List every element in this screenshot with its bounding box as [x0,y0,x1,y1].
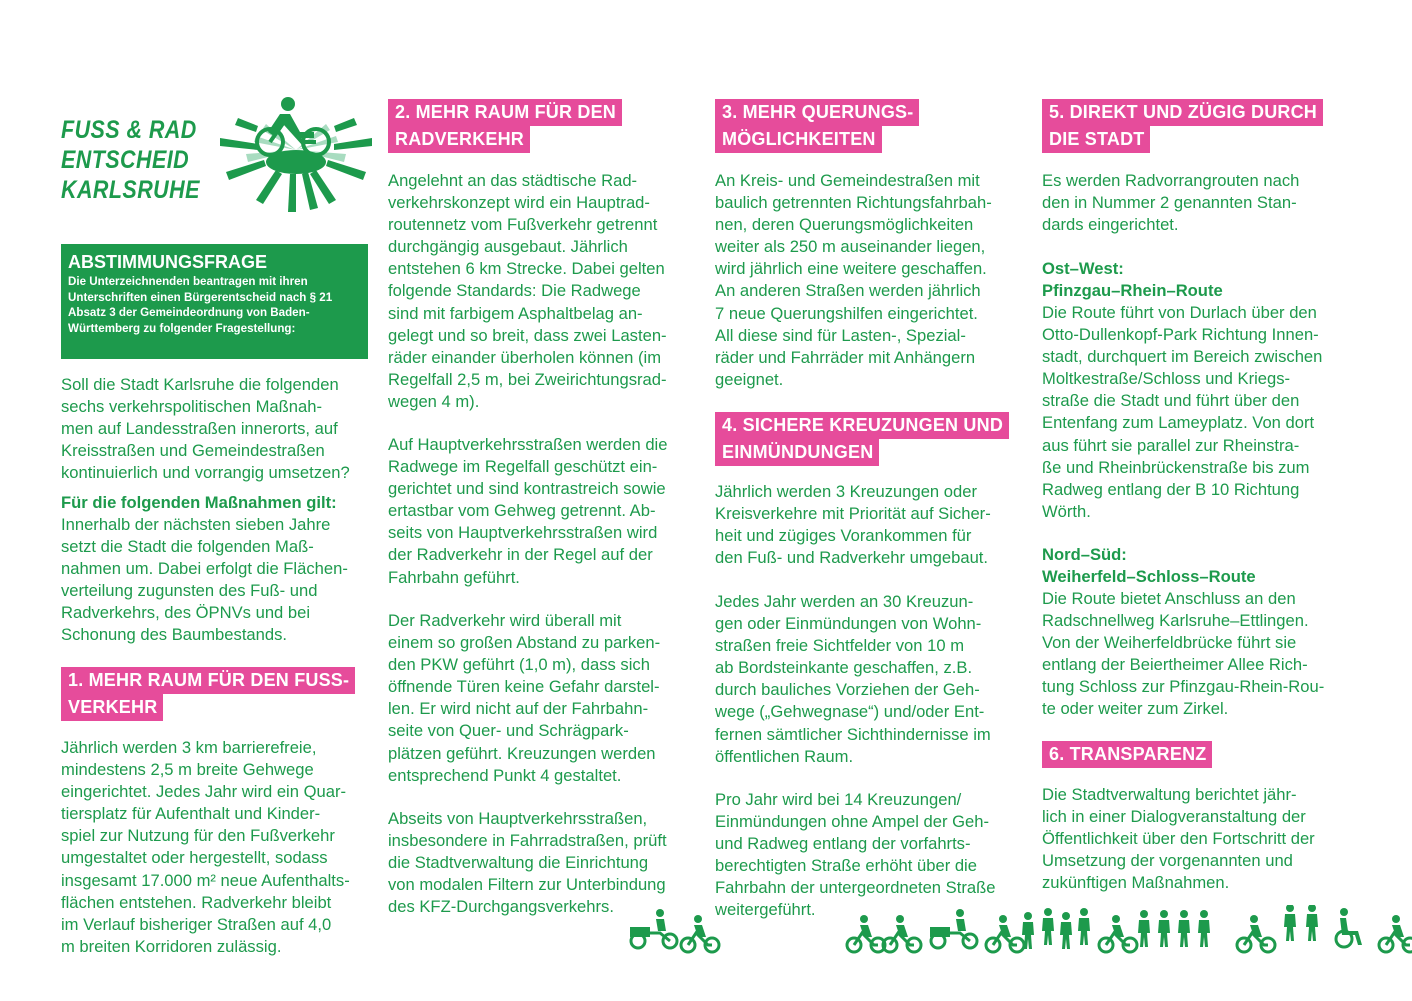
section-heading-line: RADVERKEHR [388,126,530,153]
voting-question-box [61,244,368,359]
voting-question-title: ABSTIMMUNGSFRAGE [68,252,267,272]
section-heading-line: 6. TRANSPARENZ [1042,741,1212,768]
route-text: Die Route führt von Durlach über den Otto-Dullenkopf-Park Richtung Innen- stadt, durchquert im Bereich zwischen Moltkestraße/Schloss und Kriegs- straße die Stadt und führt über den Entenfang zum Lameyplatz. Von dort aus führt sie parallel zur Rheinstra- ße und Rheinbrückenstraße bis zum Radweg entlang der B 10 Richtung Wörth. [1042,303,1323,521]
pedestrian-icon [1158,910,1170,947]
cyclist-icon [681,915,719,952]
section-2-paragraph: Der Radverkehr wird überall mit einem so großen Abstand zu parken- den PKW geführt (1,0 m), dass sich öffnende Türen keine Gefahr darstel- len. Er wird nicht auf der Fahrbahn- seite von Quer- und Schrägpark- plätzen geführt. Kreuzungen werden entsprechend Punkt 4 gestaltet. [388,611,661,785]
cargo-bike-icon [630,909,677,948]
section-2-paragraph: Abseits von Hauptverkehrsstraßen, insbesondere in Fahrradstraßen, prüft die Stadtverwaltung die Einrichtung von modalen Filtern zur Unterbindung des KFZ-Durchgangsverkehrs. [388,809,667,917]
measures-intro-text: Innerhalb der nächsten sieben Jahre setzt die Stadt die folgenden Maß- nahmen um. Dabei erfolgt die Flächen- verteilung zugunsten des Fuß- und Radverkehrs, des ÖPNVs und bei Schonung des Baumbestands. [61,515,348,645]
section-6-heading [1042,741,1212,768]
route-text: Die Route bietet Anschluss an den Radschnellweg Karlsruhe–Ettlingen. Von der Weiherfeldbrücke führt sie entlang der Beiertheimer Allee Rich- tung Schloss zur Pfinzgau-Rhein-Rou- te oder weiter zum Zirkel. [1042,589,1325,719]
section-1-heading [61,667,355,721]
section-4-paragraph: Jährlich werden 3 Kreuzungen oder Kreisverkehre mit Priorität auf Sicher- heit und zügiges Vorankommen für den Fuß- und Radverkehr umgebaut. [715,482,991,568]
measures-intro-heading: Für die folgenden Maßnahmen gilt: [61,493,337,512]
section-3-heading [715,99,919,153]
pedestrian-icon [1284,905,1296,941]
route-heading: Ost–West: [1042,259,1124,278]
section-2-paragraph: Angelehnt an das städtische Rad- verkehrskonzept wird ein Hauptrad- routennetz vom Fußverkehr getrennt durchgängig ausgebaut. Jährlich entstehen 6 km Strecke. Dabei gelten folgende Standards: Die Radwege sind mit farbigem Asphaltbelag an- gelegt und so breit, dass zwei Lasten- räder einander überholen können (im Regelfall 2,5 m, bei Zweirichtungsrad- wegen 4 m). [388,171,667,411]
section-2-paragraph: Auf Hauptverkehrsstraßen werden die Radwege im Regelfall geschützt ein- gerichtet und sind kontrastreich sowie ertastbar vom Gehweg getrennt. Ab- seits von Hauptverkehrsstraßen wird der Radverkehr in der Regel auf der Fahrbahn geführt. [388,435,668,587]
section-4-paragraph: Pro Jahr wird bei 14 Kreuzungen/ Einmündungen ohne Ampel der Geh- und Radweg entlang der vorfahrts- berechtigten Straße erhöht über die Fahrbahn der untergeordneten Straße weitergeführt. [715,790,996,920]
section-heading-line: 2. MEHR RAUM FÜR DEN [388,99,622,126]
route-heading: Weiherfeld–Schloss–Route [1042,567,1256,586]
section-heading-line: 4. SICHERE KREUZUNGEN UND [715,412,1009,439]
section-heading-line: 5. DIREKT UND ZÜGIG DURCH [1042,99,1323,126]
pedestrian-icon [1306,905,1318,941]
pedestrian-icon [1138,910,1150,947]
pedestrian-icon [1060,912,1072,949]
section-heading-line: 1. MEHR RAUM FÜR DEN FUSS- [61,667,355,694]
logo-wordmark [61,115,200,205]
child-cyclist-icon [1379,915,1412,952]
section-5-text: Es werden Radvorrangrouten nach den in Nummer 2 genannten Stan- dards eingerichtet. [1042,171,1300,235]
logo-line: ENTSCHEID [61,146,190,174]
cargo-bike-icon [930,909,977,948]
section-2-heading [388,99,622,153]
route-heading: Pfinzgau–Rhein–Route [1042,281,1223,300]
cyclist-icon [883,915,921,952]
section-1-text: Jährlich werden 3 km barrierefreie, mindestens 2,5 m breite Gehwege eingerichtet. Jedes Jahr wird ein Quar- tiersplatz für Aufenthalt und Kinder- spiel zur Nutzung für den Fußverkehr umgestaltet oder hergestellt, sodass insgesamt 17.000 m² neue Aufenthalts- flächen entstehen. Radverkehr bleibt im Verlauf bisheriger Straßen auf 4,0 m breiten Korridoren zulässig. [61,738,350,956]
cyclist-sunburst-icon [218,92,374,216]
section-heading-line: VERKEHR [61,694,163,721]
pedestrian-icon [1078,908,1090,945]
route-heading: Nord–Süd: [1042,545,1127,564]
pedestrian-icon [1178,910,1190,947]
section-heading-line: MÖGLICHKEITEN [715,126,882,153]
voting-question-intro: Die Unterzeichnenden beantragen mit ihren Unterschriften einen Bürgerentscheid nach § 21 Absatz 3 der Gemeindeordnung von Baden- Württemberg zu folgender Fragestellung: [68,275,333,336]
wheelchair-icon [1336,908,1362,947]
section-heading-line: DIE STADT [1042,126,1150,153]
cyclist-icon [986,915,1024,952]
section-4-paragraph: Jedes Jahr werden an 30 Kreuzun- gen oder Einmündungen von Wohn- straßen freie Sichtfelder von 10 m ab Bordsteinkante geschaffen, z.B. durch bauliches Vorziehen der Geh- wege („Gehwegnase“) und/oder Ent- fernen sämtlicher Sichthindernisse im öffentlichen Raum. [715,592,991,766]
logo-line: KARLSRUHE [61,176,200,204]
logo-line: FUSS & RAD [61,116,197,144]
question-text: Soll die Stadt Karlsruhe die folgenden sechs verkehrspolitischen Maßnah- men auf Landesstraßen innerorts, auf Kreisstraßen und Gemeindestraßen kontinuierlich und vorrangig umsetzen? [61,375,350,483]
section-heading-line: 3. MEHR QUERUNGS- [715,99,919,126]
cyclist-icon [1237,915,1275,952]
footer-pictograms [0,905,1412,1001]
section-5-heading [1042,99,1323,153]
pedestrian-icon [1042,908,1054,945]
section-4-heading [715,412,1009,466]
section-3-text: An Kreis- und Gemeindestraßen mit baulich getrennten Richtungsfahrbah- nen, deren Querungsmöglichkeiten weiter als 250 m auseinander liegen, wird jährlich eine weitere geschaffen. An anderen Straßen werden jährlich 7 neue Querungshilfen eingerichtet. All diese sind für Lasten-, Spezial- räder und Fahrräder mit Anhängern geeignet. [715,171,992,389]
section-heading-line: EINMÜNDUNGEN [715,439,879,466]
cyclist-icon [847,915,885,952]
section-6-text: Die Stadtverwaltung berichtet jähr- lich in einer Dialogveranstaltung der Öffentlichkeit über den Fortschritt der Umsetzung der vorgenannten und zukünftigen Maßnahmen. [1042,785,1315,893]
pedestrian-icon [1198,910,1210,947]
cyclist-icon [1099,915,1137,952]
